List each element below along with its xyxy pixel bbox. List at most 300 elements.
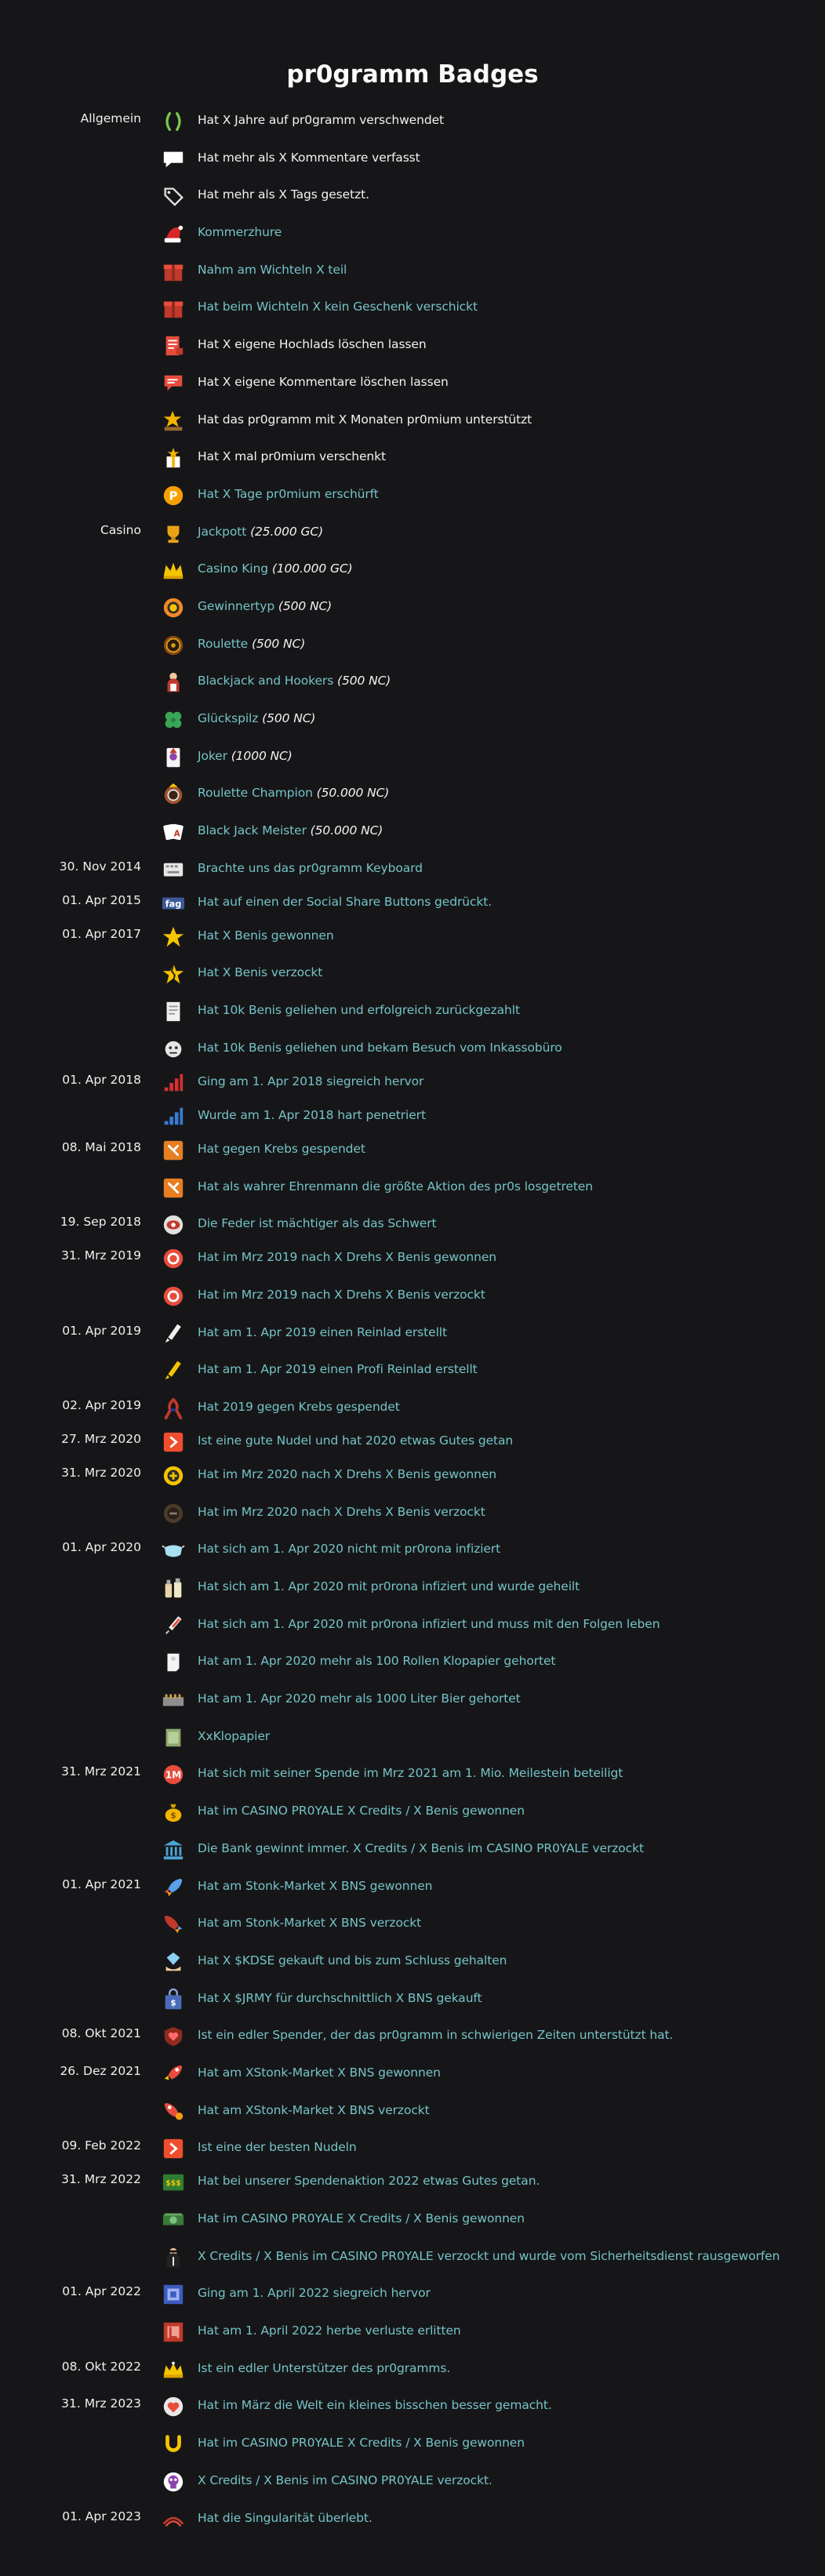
badge-link[interactable] — [198, 637, 305, 651]
badge-category: 08. Okt 2021 — [61, 2026, 141, 2041]
badge-row — [0, 1909, 825, 1947]
badge-link[interactable] — [198, 1841, 644, 1855]
badge-link[interactable] — [198, 1003, 520, 1017]
bouncer-icon — [161, 2245, 186, 2270]
badge-text: Hat am 1. Apr 2019 einen Reinlad erstellt — [198, 1324, 447, 1339]
premium-coin-icon — [161, 483, 186, 508]
badge-link[interactable] — [198, 1542, 500, 1556]
milestone-icon — [161, 1762, 186, 1787]
badge-row — [0, 1034, 825, 1068]
chip-win-icon — [161, 1463, 186, 1488]
badge-link[interactable] — [198, 1288, 485, 1302]
red-frame-icon — [161, 2320, 186, 2345]
keyboard-icon — [161, 857, 186, 882]
badge-row — [0, 2167, 825, 2205]
gold-star-icon — [161, 925, 186, 950]
toilet-paper-icon — [161, 1650, 186, 1675]
badge-label — [198, 113, 444, 127]
badge-category: 02. Apr 2019 — [62, 1397, 141, 1412]
badge-row — [0, 2355, 825, 2393]
broken-star-icon — [161, 961, 186, 986]
badge-text: Hat am Stonk-Market X BNS gewonnen — [198, 1878, 433, 1893]
badge-link[interactable] — [198, 2103, 430, 2117]
badge-row — [0, 1319, 825, 1357]
badge-text: Hat am XStonk-Market X BNS verzockt — [198, 2102, 430, 2117]
badge-text: Hat am 1. Apr 2020 mehr als 100 Rollen Klopapier gehortet — [198, 1654, 556, 1669]
badge-row — [0, 1648, 825, 1685]
badge-link[interactable] — [198, 1879, 432, 1893]
blackjack-master-icon — [161, 819, 186, 845]
chip-lose-icon — [161, 1501, 186, 1526]
blue-stairs-icon — [161, 1104, 186, 1129]
badge-row — [0, 443, 825, 481]
badge-text: Hat im CASINO PR0YALE X Credits / X Benis gewonnen — [198, 1804, 525, 1818]
badge-link[interactable] — [198, 823, 383, 837]
badge-link[interactable] — [198, 2436, 525, 2450]
badge-link[interactable] — [198, 2140, 357, 2154]
badge-row — [0, 705, 825, 743]
badge-category: 01. Apr 2018 — [62, 1072, 141, 1087]
badge-category: Allgemein — [80, 111, 141, 125]
badge-text: XxKlopapier — [198, 1728, 271, 1743]
badge-category: 31. Mrz 2022 — [61, 2172, 141, 2187]
badge-category: 01. Apr 2017 — [62, 926, 141, 941]
red-chip-icon — [161, 1246, 186, 1271]
badge-row — [0, 1723, 825, 1760]
badge-link[interactable] — [198, 1041, 562, 1055]
badge-text: Hat am 1. Apr 2019 einen Profi Reinlad erstellt — [198, 1362, 478, 1377]
badge-text: Hat als wahrer Ehrenmann die größte Aktion des pr0s losgetreten — [198, 1179, 593, 1194]
badge-link[interactable] — [198, 711, 315, 725]
badge-row — [0, 997, 825, 1034]
badge-text: Hat sich am 1. Apr 2020 mit pr0rona infiziert und wurde geheilt — [198, 1579, 580, 1593]
badge-cost: (500 NC) — [262, 711, 316, 725]
world-heart-icon — [161, 2394, 186, 2419]
badge-link[interactable] — [198, 786, 389, 800]
donation-icon — [161, 1175, 186, 1201]
badge-row — [0, 219, 825, 256]
badge-label — [198, 375, 449, 389]
badge-text: Hat sich am 1. Apr 2020 mit pr0rona infiziert und muss mit den Folgen leben — [198, 1616, 660, 1631]
badge-text: Hat die Singularität überlebt. — [198, 2510, 373, 2525]
badge-category: 01. Apr 2023 — [62, 2509, 141, 2523]
roulette-champion-icon — [161, 782, 186, 807]
badge-link[interactable] — [198, 2511, 373, 2525]
badge-row — [0, 2059, 825, 2097]
badge-text: Nahm am Wichteln X teil — [198, 262, 347, 277]
badge-row — [0, 1873, 825, 1910]
xstonk-crash-icon — [161, 2099, 186, 2124]
svg-text:1M: 1M — [165, 1770, 182, 1782]
badge-row — [0, 1573, 825, 1611]
bottles-icon — [161, 1575, 186, 1600]
badge-link[interactable] — [198, 599, 332, 613]
money-bag-icon — [161, 1800, 186, 1825]
badge-text: Hat mehr als X Kommentare verfasst — [198, 150, 420, 165]
badge-link[interactable] — [198, 1991, 482, 2005]
badge-link[interactable] — [198, 1216, 436, 1230]
badge-category: 26. Dez 2021 — [60, 2063, 141, 2078]
badge-cost: (50.000 NC) — [316, 786, 390, 801]
badge-link[interactable] — [198, 965, 322, 979]
badge-link[interactable] — [198, 300, 478, 314]
badge-text: Hat mehr als X Tags gesetzt. — [198, 187, 369, 202]
badge-text: Hat beim Wichteln X kein Geschenk verschickt — [198, 300, 478, 314]
badge-link[interactable] — [198, 1953, 507, 1967]
badge-label — [198, 187, 369, 202]
badge-row — [0, 1985, 825, 2022]
badge-cost: (50.000 NC) — [310, 823, 383, 838]
badge-row — [0, 1393, 825, 1427]
rocket-icon — [161, 1875, 186, 1900]
xstonk-rocket-icon — [161, 2062, 186, 2087]
badge-row — [0, 2243, 825, 2280]
badge-text: Black Jack Meister — [198, 823, 307, 838]
badge-row — [0, 2467, 825, 2505]
badge-text: Hat am Stonk-Market X BNS verzockt — [198, 1916, 422, 1931]
badge-link[interactable] — [198, 2473, 492, 2487]
slot-icon — [161, 2170, 186, 2195]
svg-text:$: $ — [170, 1998, 176, 2008]
badge-text: Hat das pr0gramm mit X Monaten pr0mium unterstützt — [198, 412, 532, 427]
badge-row — [0, 555, 825, 593]
badge-link[interactable] — [198, 225, 282, 239]
badge-row — [0, 406, 825, 444]
badge-row — [0, 256, 825, 294]
heart-shield-icon — [161, 2024, 186, 2049]
badge-row — [0, 1461, 825, 1499]
badge-link[interactable] — [198, 2323, 461, 2338]
santa-hat-icon — [161, 221, 186, 246]
badge-text: Casino King — [198, 561, 268, 576]
badge-text: Hat X Jahre auf pr0gramm verschwendet — [198, 113, 444, 127]
badge-text: Hat im Mrz 2019 nach X Drehs X Benis gewonnen — [198, 1250, 497, 1265]
badge-row — [0, 888, 825, 922]
badge-row — [0, 1499, 825, 1536]
badge-link[interactable] — [198, 1400, 400, 1414]
blue-frame-icon — [161, 2282, 186, 2307]
badge-row — [0, 667, 825, 705]
badge-row — [0, 1068, 825, 1102]
badge-link[interactable] — [198, 674, 391, 688]
badge-category: 19. Sep 2018 — [60, 1215, 141, 1230]
syringe-icon — [161, 1613, 186, 1638]
badge-link[interactable] — [198, 1074, 423, 1088]
badge-row — [0, 1535, 825, 1573]
badge-text: Ist ein edler Unterstützer des pr0gramms. — [198, 2360, 451, 2375]
badge-link[interactable] — [198, 749, 293, 763]
comment-bubble-icon — [161, 147, 186, 172]
gold-pencil-icon — [161, 1358, 186, 1383]
svg-text:A: A — [173, 829, 180, 839]
badge-text: Ist eine gute Nudel und hat 2020 etwas Gutes getan — [198, 1433, 514, 1448]
badge-text: X Credits / X Benis im CASINO PR0YALE verzockt und wurde vom Sicherheitsdienst rausgeworfen — [198, 2248, 780, 2263]
badge-row — [0, 1835, 825, 1873]
svg-text:fag: fag — [165, 899, 182, 910]
cash-icon — [161, 2207, 186, 2233]
badge-cost: (1000 NC) — [231, 748, 293, 763]
badge-label — [198, 337, 427, 351]
badge-link[interactable] — [198, 2028, 673, 2042]
badge-link[interactable] — [198, 1179, 593, 1194]
badge-label — [198, 412, 532, 427]
badge-text: Hat sich am 1. Apr 2020 nicht mit pr0rona infiziert — [198, 1542, 501, 1557]
badge-text: Hat X Benis gewonnen — [198, 928, 334, 943]
badge-text: Hat X eigene Hochlads löschen lassen — [198, 337, 427, 352]
badge-category: Casino — [100, 522, 141, 537]
badge-link[interactable] — [198, 1433, 513, 1448]
badge-text: Hat im CASINO PR0YALE X Credits / X Benis gewonnen — [198, 2436, 525, 2451]
badge-row — [0, 743, 825, 780]
badge-category: 27. Mrz 2020 — [61, 1431, 141, 1446]
badge-category: 08. Mai 2018 — [61, 1139, 141, 1154]
badge-text: Roulette — [198, 636, 249, 651]
badge-text: Gewinnertyp — [198, 598, 275, 613]
badge-category: 01. Apr 2022 — [62, 2284, 141, 2299]
skull-chip-icon — [161, 2469, 186, 2494]
badge-row — [0, 855, 825, 888]
badge-row — [0, 1173, 825, 1211]
svg-text:$$$: $$$ — [165, 2179, 181, 2189]
badge-link[interactable] — [198, 1325, 447, 1339]
tag-icon — [161, 183, 186, 209]
badge-text: Ging am 1. Apr 2018 siegreich hervor — [198, 1074, 424, 1088]
badge-row — [0, 1356, 825, 1393]
badge-link[interactable] — [198, 1916, 421, 1930]
roulette-icon — [161, 633, 186, 658]
badge-cost: (500 NC) — [278, 598, 333, 613]
badge-text: Hat im Mrz 2020 nach X Drehs X Benis verzockt — [198, 1504, 485, 1519]
badge-link[interactable] — [198, 1142, 365, 1156]
badge-list — [0, 107, 825, 2541]
badge-label — [198, 151, 420, 165]
badge-cost: (25.000 GC) — [250, 524, 324, 539]
badge-text: Hat am 1. April 2022 herbe verluste erlitten — [198, 2323, 461, 2338]
badge-row — [0, 2505, 825, 2542]
badge-text: Ging am 1. April 2022 siegreich hervor — [198, 2286, 431, 2301]
premium-star-icon — [161, 409, 186, 434]
badge-link[interactable] — [198, 2361, 450, 2375]
debt-collector-icon — [161, 1037, 186, 1062]
orange-arrow-icon — [161, 2136, 186, 2161]
donation-icon — [161, 1138, 186, 1163]
orange-arrow-icon — [161, 1430, 186, 1455]
badge-link[interactable] — [198, 1108, 426, 1122]
badge-label — [198, 449, 386, 463]
badge-category: 31. Mrz 2021 — [61, 1764, 141, 1779]
badge-row — [0, 630, 825, 668]
badge-text: Hat im März die Welt ein kleines bisschen besser gemacht. — [198, 2398, 552, 2413]
fag-icon — [161, 891, 186, 916]
badge-link[interactable] — [198, 2066, 441, 2080]
badge-link[interactable] — [198, 525, 323, 539]
badge-row — [0, 293, 825, 331]
bracket-icon — [161, 109, 186, 134]
badge-row — [0, 2280, 825, 2317]
badge-row — [0, 1427, 825, 1461]
badge-text: Wurde am 1. Apr 2018 hart penetriert — [198, 1107, 426, 1122]
badge-text: Hat 2019 gegen Krebs gespendet — [198, 1399, 400, 1414]
badge-category: 09. Feb 2022 — [61, 2138, 141, 2153]
badge-link[interactable] — [198, 1505, 485, 1519]
badge-row — [0, 1611, 825, 1648]
delete-upload-icon — [161, 333, 186, 358]
red-stairs-icon — [161, 1070, 186, 1095]
badge-link[interactable] — [198, 1362, 478, 1376]
badge-text: Hat am 1. Apr 2020 mehr als 1000 Liter Bier gehortet — [198, 1691, 521, 1706]
badge-text: Hat X Tage pr0mium erschürft — [198, 486, 379, 501]
badge-row — [0, 481, 825, 518]
badge-text: Hat bei unserer Spendenaktion 2022 etwas Gutes getan. — [198, 2174, 540, 2189]
badge-cost: (100.000 GC) — [271, 561, 353, 576]
badge-text: Ist eine der besten Nudeln — [198, 2140, 357, 2155]
badge-row — [0, 369, 825, 406]
badge-link[interactable] — [198, 1250, 496, 1264]
badge-text: Die Bank gewinnt immer. X Credits / X Benis im CASINO PR0YALE verzockt — [198, 1840, 644, 1855]
badge-row — [0, 593, 825, 630]
page-title: pr0gramm Badges — [286, 60, 539, 89]
badge-link[interactable] — [198, 1691, 521, 1706]
badge-text: Hat im Mrz 2020 nach X Drehs X Benis gewonnen — [198, 1466, 497, 1481]
chips-icon — [161, 595, 186, 620]
crashed-rocket-icon — [161, 1912, 186, 1937]
badge-link[interactable] — [198, 1654, 555, 1668]
badge-link[interactable] — [198, 1467, 496, 1481]
clover-icon — [161, 707, 186, 732]
badge-text: Glückspilz — [198, 711, 259, 725]
badge-text: Jackpott — [198, 524, 247, 539]
pencil-icon — [161, 1321, 186, 1346]
badge-text: X Credits / X Benis im CASINO PR0YALE verzockt. — [198, 2472, 492, 2487]
eye-icon — [161, 1212, 186, 1237]
badge-row — [0, 1244, 825, 1281]
badge-row — [0, 922, 825, 960]
badge-category: 30. Nov 2014 — [59, 859, 141, 874]
badge-row — [0, 2022, 825, 2059]
badge-link[interactable] — [198, 2174, 540, 2188]
badge-link[interactable] — [198, 2286, 431, 2300]
badge-link[interactable] — [198, 487, 379, 501]
badge-row — [0, 1797, 825, 1835]
badge-row — [0, 1760, 825, 1797]
badge-row — [0, 2429, 825, 2467]
badge-text: Die Feder ist mächtiger als das Schwert — [198, 1216, 437, 1231]
jackpot-icon — [161, 521, 186, 546]
shopping-bag-icon — [161, 1987, 186, 2012]
blackjack-icon — [161, 670, 186, 695]
badge-cost: (500 NC) — [337, 674, 391, 689]
diamond-hands-icon — [161, 1949, 186, 1975]
badge-category: 31. Mrz 2023 — [61, 2396, 141, 2411]
crown-icon — [161, 558, 186, 583]
badge-text: Hat X eigene Kommentare löschen lassen — [198, 374, 449, 389]
badge-row — [0, 107, 825, 144]
badge-text: Hat auf einen der Social Share Buttons gedrückt. — [198, 894, 492, 909]
badge-text: Roulette Champion — [198, 786, 313, 801]
joker-card-icon — [161, 745, 186, 770]
badge-link[interactable] — [198, 1579, 580, 1593]
badge-row — [0, 2097, 825, 2135]
badge-text: Hat 10k Benis geliehen und bekam Besuch vom Inkassobüro — [198, 1040, 562, 1055]
badge-row — [0, 2205, 825, 2243]
badge-row — [0, 959, 825, 997]
badge-link[interactable] — [198, 861, 423, 875]
badge-row — [0, 2392, 825, 2429]
badge-link[interactable] — [198, 895, 492, 909]
svg-text:$: $ — [170, 1811, 176, 1821]
badge-text: Hat X $JRMY für durchschnittlich X BNS gekauft — [198, 1990, 482, 2005]
badge-row — [0, 779, 825, 817]
badge-link[interactable] — [198, 1729, 270, 1743]
badge-row — [0, 817, 825, 855]
badge-category: 01. Apr 2015 — [62, 892, 141, 907]
badge-row — [0, 181, 825, 219]
badge-row — [0, 518, 825, 556]
badge-row — [0, 144, 825, 182]
badge-text: Blackjack and Hookers — [198, 674, 334, 689]
badge-text: Hat X mal pr0mium verschenkt — [198, 449, 386, 464]
badge-link[interactable] — [198, 2211, 525, 2225]
badge-text: Kommerzhure — [198, 225, 282, 240]
badge-link[interactable] — [198, 2398, 552, 2412]
badge-text: Joker — [198, 748, 227, 763]
badge-category: 31. Mrz 2019 — [61, 1248, 141, 1263]
premium-gift-icon — [161, 445, 186, 471]
badge-row — [0, 2317, 825, 2355]
beer-crate-icon — [161, 1688, 186, 1713]
badge-category: 01. Apr 2019 — [62, 1323, 141, 1338]
badge-row — [0, 1685, 825, 1723]
badge-row — [0, 1947, 825, 1985]
singularity-icon — [161, 2507, 186, 2532]
badge-row — [0, 1102, 825, 1135]
badge-cost: (500 NC) — [251, 636, 306, 651]
badge-text: Hat X $KDSE gekauft und bis zum Schluss gehalten — [198, 1953, 507, 1967]
paper-stack-icon — [161, 1725, 186, 1750]
badge-link[interactable] — [198, 1804, 525, 1818]
badge-text: Ist ein edler Spender, der das pr0gramm in schwierigen Zeiten unterstützt hat. — [198, 2028, 674, 2043]
ribbon-icon — [161, 1396, 186, 1421]
badge-row — [0, 1135, 825, 1173]
badge-link[interactable] — [198, 1617, 660, 1631]
badge-link[interactable] — [198, 263, 347, 277]
gift-box-icon — [161, 296, 186, 321]
badge-text: Hat 10k Benis geliehen und erfolgreich zurückgezahlt — [198, 1003, 520, 1018]
bank-icon — [161, 1837, 186, 1862]
badge-link[interactable] — [198, 1766, 623, 1780]
badge-text: Hat sich mit seiner Spende im Mrz 2021 am 1. Mio. Meilestein beteiligt — [198, 1766, 623, 1781]
badge-text: Hat im Mrz 2019 nach X Drehs X Benis verzockt — [198, 1287, 485, 1302]
badge-text: Hat gegen Krebs gespendet — [198, 1141, 365, 1156]
badge-link[interactable] — [198, 928, 334, 943]
delete-comment-icon — [161, 371, 186, 396]
receipt-icon — [161, 999, 186, 1024]
badge-category: 01. Apr 2021 — [62, 1877, 141, 1891]
badge-category: 01. Apr 2020 — [62, 1540, 141, 1555]
red-chip-icon — [161, 1284, 186, 1309]
badge-text: Hat im CASINO PR0YALE X Credits / X Benis gewonnen — [198, 2211, 525, 2225]
gift-box-icon — [161, 259, 186, 284]
badge-link[interactable] — [198, 2249, 780, 2263]
horseshoe-icon — [161, 2432, 186, 2457]
badge-row — [0, 1281, 825, 1319]
badge-row — [0, 331, 825, 369]
badge-text: Hat am XStonk-Market X BNS gewonnen — [198, 2065, 441, 2080]
badge-row — [0, 1210, 825, 1244]
badge-text: Hat X Benis verzockt — [198, 965, 323, 980]
badge-category: 31. Mrz 2020 — [61, 1465, 141, 1480]
badge-link[interactable] — [198, 561, 353, 576]
